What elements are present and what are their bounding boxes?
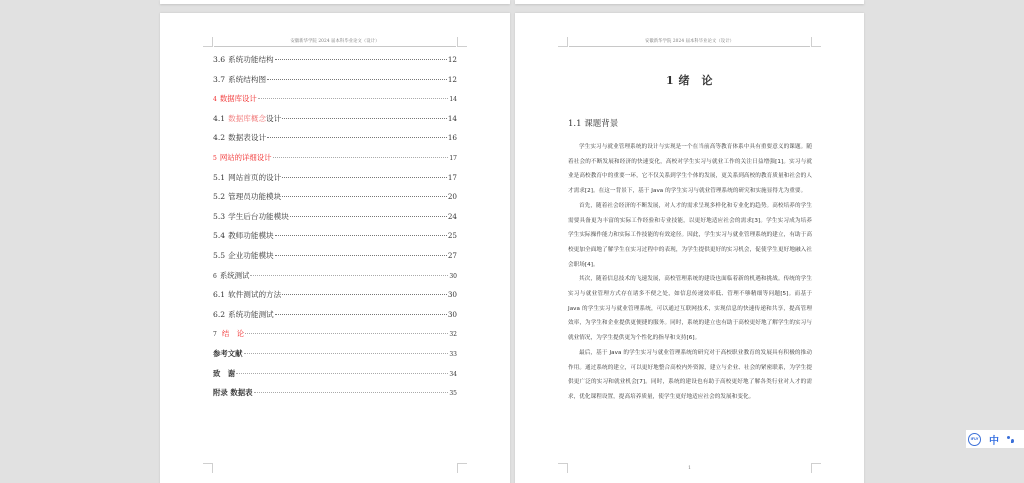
toc-entry-number: 6 [213,272,217,280]
toc-entry-page: 16 [447,133,457,143]
toc-entry-page: 30 [447,309,457,319]
toc-entry-title-highlight: 数据库概念 [228,113,267,123]
toc-dot-leader [282,294,447,295]
toc-dot-leader [245,333,448,334]
toc-entry-number: 7 [213,331,217,339]
toc-entry[interactable] [213,172,457,192]
toc-entry[interactable] [213,289,457,309]
toc-entry-page: 14 [447,113,457,123]
toc-entry-page: 12 [447,74,457,84]
toc-entry-title: 数据库设计 [219,94,257,104]
margin-corner-mark [203,37,213,47]
toc-entry-title: 软件测试的方法 [228,290,282,300]
margin-corner-mark [203,463,213,473]
toc-entry[interactable] [213,191,457,211]
iflytek-logo-icon[interactable] [968,433,981,446]
ime-language-toggle[interactable]: 中 [989,435,999,447]
toc-entry-title: 系统功能结构 [228,55,274,64]
toc-entry-chapter[interactable] [213,93,457,113]
toc-entry-title [228,113,281,124]
body-text [568,140,812,405]
ime-toolbar[interactable] [966,430,1024,448]
toc-entry-number: 5 [213,154,217,162]
toc-dot-leader [244,353,449,354]
toc-entry-number: 5.2 [213,192,226,202]
previous-page-left-bottom [160,0,510,4]
toc-entry-page: 35 [449,390,457,398]
toc-entry-page: 32 [449,331,457,339]
header-rule [214,46,456,47]
page-header: 安徽新华学院 2024 届本科毕业论文（设计） [290,39,380,44]
toc-dot-leader [282,177,447,178]
toc-entry-page: 14 [449,96,457,104]
toc-entry-title: 附录 数据表 [213,388,253,398]
paragraph: 其次，随着信息技术的飞速发展，高校管理系统的建设也面临着新的机遇和挑战。传统的学生实习与就业管理方式存在诸多不便之处，如信息传递效率低、管理不够精细等问题[5]。而基于 Java 的学生实习与就业管理系统，可以通过互联网技术，实现信息的快速传递和共享，提高管理效率，为学生和企业提供更便捷的服务。同时，系统的建立也有助于高校更好地了解学生的实习与就业情况，为学生提供更为个性化的指导和支持[6]。 [568,276,812,342]
toc-entry-title-rest: 设计 [266,113,282,123]
toc-entry-number: 5.4 [213,231,226,241]
margin-corner-mark [457,463,467,473]
toc-entry-number: 5.5 [213,250,226,260]
toc-entry-title: 网站的详细设计 [219,152,272,162]
toc-entry[interactable] [213,211,457,231]
ime-logo-text: iFLY [970,437,979,441]
toc-entry-page: 12 [447,55,457,64]
toc-entry-number: 6.2 [213,309,226,319]
toc-entry-title: 系统功能测试 [228,309,274,319]
toc-entry-page: 17 [449,154,457,162]
toc-dot-leader [275,59,447,60]
toc-dot-leader [275,255,447,256]
toc-entry[interactable] [213,113,457,133]
toc-entry[interactable] [213,132,457,152]
toc-entry[interactable] [213,54,457,74]
chinese-punctuation-icon[interactable] [1007,434,1015,444]
toc-dot-leader [273,157,449,158]
toc-entry[interactable] [213,230,457,250]
toc-dot-leader [250,275,448,276]
toc-entry-page: 20 [447,192,457,202]
toc-dot-leader [282,196,447,197]
header-rule [569,46,810,47]
toc-entry[interactable] [213,250,457,270]
toc-entry-page: 30 [449,272,457,280]
toc-entry-chapter[interactable] [213,328,457,348]
toc-dot-leader [275,314,447,315]
toc-entry-chapter[interactable] [213,270,457,290]
toc-entry-page: 25 [447,231,457,241]
toc-entry-page: 34 [449,370,457,378]
previous-page-right-bottom [515,0,864,4]
document-page-toc [160,13,510,483]
toc-entry-title: 系统测试 [219,270,250,280]
toc-entry-page: 17 [447,172,457,182]
toc-entry-title: 参考文献 [213,348,243,358]
toc-entry-page: 27 [447,250,457,260]
section-title: 课题背景 [584,119,619,129]
toc-entry-title: 网站首页的设计 [228,172,282,182]
toc-entry-number: 4.1 [213,113,226,123]
toc-dot-leader [267,137,447,138]
toc-dot-leader [236,373,448,374]
toc-entry-title: 致 谢 [213,368,236,378]
toc-entry-number: 5.1 [213,172,226,182]
toc-entry-page: 33 [449,350,457,358]
toc-entry[interactable] [213,74,457,94]
toc-entry-title: 系统结构图 [228,74,267,84]
toc-entry-chapter[interactable] [213,152,457,172]
toc-dot-leader [254,392,449,393]
toc-entry-page: 24 [447,211,457,221]
page-header: 安徽新华学院 2024 届本科毕业论文（设计） [644,39,734,44]
toc-entry-number: 5.3 [213,211,226,221]
toc-entry-chapter[interactable] [213,387,457,407]
toc-entry-title: 管理员功能模块 [228,192,282,202]
page-number: 1 [688,466,691,471]
paragraph: 学生实习与就业管理系统的设计与实现是一个在当前高等教育体系中具有重要意义的课题。随着社会的不断发展和经济的快速变化，高校对学生实习与就业工作的关注日益增强[1]。实习与就业是高校教育中的重要一环，它不仅关系到学生个体的发展，更关系到高校的教育质量和社会的人才需求[2]。在这一背景下，基于 Java 的学生实习与就业管理系统的研究和实施显得尤为重要。 [568,144,812,195]
toc-entry-title: 企业功能模块 [228,250,274,260]
toc-entry-title: 教师功能模块 [228,231,274,241]
paragraph: 最后，基于 Java 的学生实习与就业管理系统的研究对于高校职业教育的发展具有积极的推动作用。通过系统的建立，可以更好地整合高校内外资源，建立与企业、社会的紧密联系，为学生提供更广泛的实习和就业机会[7]。同时，系统的建设也有助于高校更好地了解各类行业对人才的需求，优化课程设置，提高培养质量，使学生更好地适应社会的发展和变化。 [568,349,812,400]
section-number: 1.1 [568,119,582,129]
toc-entry-number: 3.7 [213,74,226,84]
margin-corner-mark [457,37,467,47]
toc-entry-title: 学生后台功能模块 [228,211,289,221]
toc-entry-chapter[interactable] [213,348,457,368]
document-page-chapter-1 [515,13,864,483]
toc-entry-title: 结 论 [221,329,245,339]
toc-dot-leader [275,235,447,236]
margin-corner-mark [558,37,568,47]
table-of-contents [213,54,457,407]
toc-entry-page: 30 [447,290,457,300]
section-heading [568,117,618,129]
toc-entry-title: 数据表设计 [228,133,267,143]
margin-corner-mark [811,37,821,47]
toc-entry-number: 3.6 [213,55,226,64]
toc-dot-leader [267,79,447,80]
toc-entry-number: 4.2 [213,133,226,143]
toc-entry-number: 6.1 [213,290,226,300]
toc-entry-number: 4 [213,96,217,104]
chapter-title: 1 绪 论 [666,74,713,87]
toc-dot-leader [290,216,447,217]
toc-entry[interactable] [213,309,457,329]
toc-dot-leader [258,98,449,99]
toc-dot-leader [282,118,447,119]
toc-entry-chapter[interactable] [213,368,457,388]
paragraph: 首先，随着社会经济的不断发展，对人才的需求呈现多样化和专业化的趋势。高校培养的学生需要具备更为丰富的实际工作经验和专业技能，以更好地适应社会的需求[3]。学生实习成为培养学生实际操作能力和实际工作技能的有效途径。因此，学生实习与就业管理系统的建立，有助于高校更加全面地了解学生在实习过程中的表现，为学生提供更好的实习机会，促使学生更好地融入社会职场[4]。 [568,202,812,268]
